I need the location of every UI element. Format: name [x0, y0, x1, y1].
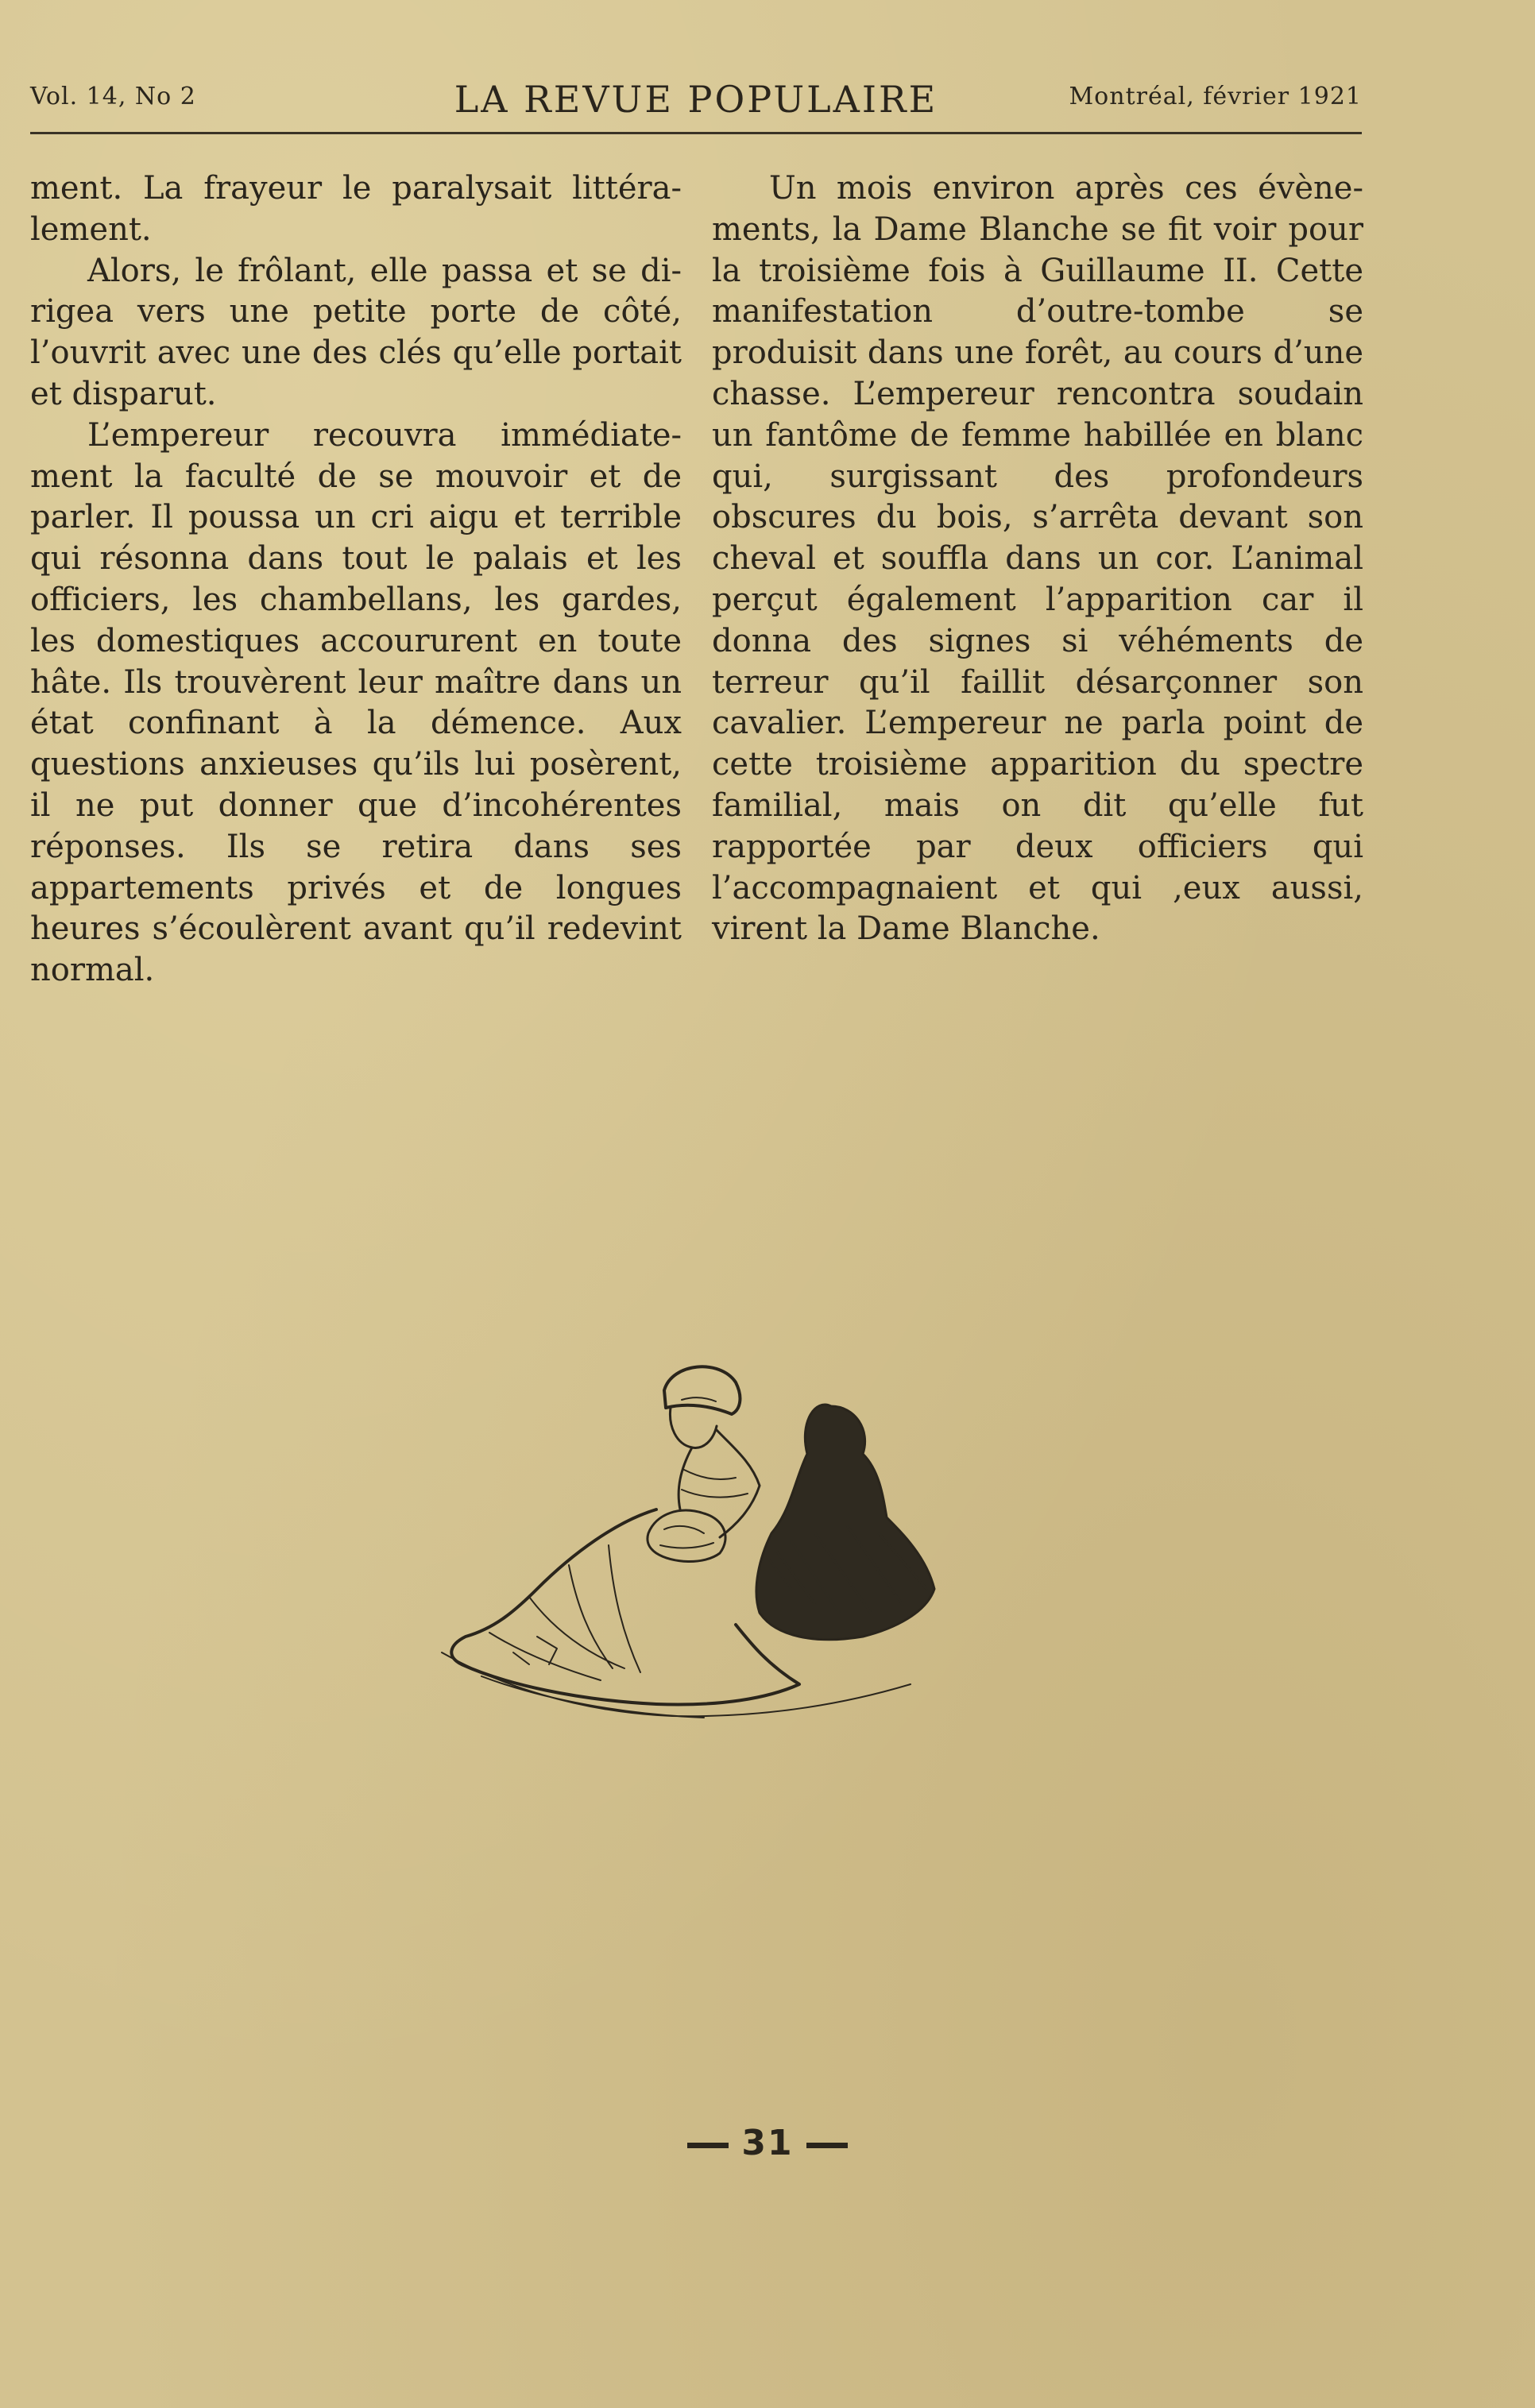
- paragraph: ment. La frayeur le paralysait littéralement.: [30, 170, 682, 248]
- header-rule: [30, 132, 1362, 134]
- page-number-value: 31: [741, 2123, 794, 2163]
- face: [670, 1408, 717, 1448]
- left-column: [30, 168, 682, 991]
- right-column: [712, 168, 1363, 950]
- paragraph: L’empereur recouvra immédiatement la faculté de se mouvoir et de parler. Il poussa un cri aigu et terrible qui résonna dans tout le palais et les officiers, les chambellans, les gardes, les domestiques accoururent en toute hâte. Ils trouvèrent leur maître dans un état confinant à la démence. Aux questions anxieuses qu’ils lui posèrent, il ne put donner que d’incohérentes réponses. Ils se retira dans ses appartements privés et de longues heures s’écoulèrent avant qu’il redevint normal.: [30, 416, 682, 989]
- bonnet: [664, 1366, 740, 1414]
- publication-title: LA REVUE POPULAIRE: [454, 78, 938, 121]
- page-number: [0, 2123, 1535, 2163]
- paragraph: Alors, le frôlant, elle passa et se dirigea vers une petite porte de côté, l’ouvrit avec une des clés qu’elle portait et disparut.: [30, 252, 682, 412]
- shadow-figure: [756, 1405, 934, 1640]
- page-number-dash-right: [806, 2143, 848, 2148]
- running-header: [30, 78, 1362, 129]
- paragraph: Un mois environ après ces évènements, la Dame Blanche se fit voir pour la troisième fois à Guillaume II. Cette manifestation d’outre-tombe se produisit dans une forêt, au cours d’une chasse. L’empereur rencontra soudain un fantôme de femme habillée en blanc qui, surgissant des profondeurs obscures du bois, s’arrêta devant son cheval et souffla dans un cor. L’animal perçut également l’apparition car il donna des signes si véhéments de terreur qu’il faillit désarçonner son cavalier. L’empereur ne parla point de cette troisième apparition du spectre familial, mais on dit qu’elle fut rapportée par deux officiers qui l’accompagnaient et qui ,eux aussi, virent la Dame Blanche.: [712, 170, 1363, 948]
- page-number-dash-left: [687, 2143, 729, 2148]
- sketch-illustration: [418, 1351, 968, 1732]
- skirt: [451, 1509, 799, 1705]
- issue-date: Montréal, février 1921: [1069, 83, 1362, 110]
- volume-issue: Vol. 14, No 2: [30, 83, 196, 110]
- child-bundle: [648, 1510, 725, 1561]
